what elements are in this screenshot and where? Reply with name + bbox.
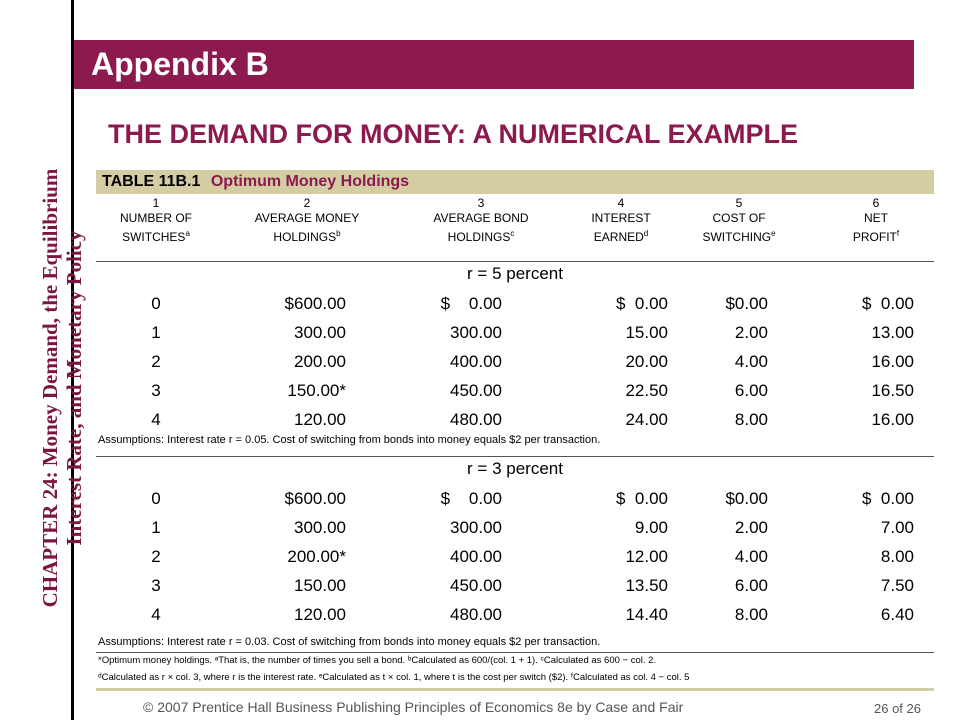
- table-cell: 300.00: [294, 323, 346, 342]
- table-cell: 2: [151, 547, 161, 566]
- table-cell: 200.00*: [287, 547, 346, 566]
- table-cell: 2.00: [734, 323, 768, 342]
- table-cell: $ 0.00: [616, 489, 668, 508]
- table-cell: 400.00: [450, 547, 502, 566]
- column-label-line-2: [237, 226, 377, 245]
- column-label-line-1: NET: [864, 211, 888, 225]
- table-footnote: ᵈCalculated as r × col. 3, where r is the interest rate. ᵉCalculated as t × col. 1, where t is the cost per switch ($2). ᶠCalculated as col. 4 − col. 5: [98, 672, 690, 683]
- slide-title: THE DEMAND FOR MONEY: A NUMERICAL EXAMPLE: [108, 119, 799, 149]
- appendix-banner: [74, 40, 914, 89]
- column-label-text: HOLDINGS: [273, 230, 337, 244]
- table-row: [96, 600, 934, 630]
- table-cell: 16.00: [871, 352, 914, 371]
- table-cell: 6.40: [880, 605, 914, 624]
- table-cell: 4: [151, 410, 161, 429]
- column-header-3: [411, 196, 551, 245]
- column-label-line-1: COST OF: [712, 211, 766, 225]
- page-number: 26 of 26: [874, 701, 921, 716]
- footer-divider: [96, 688, 934, 691]
- header-divider: [96, 261, 934, 262]
- column-header-6: [806, 196, 946, 245]
- copyright-notice: © 2007 Prentice Hall Business Publishing Principles of Economics 8e by Case and Fair: [143, 699, 684, 715]
- table-cell: 300.00: [450, 323, 502, 342]
- column-label-text: SWITCHES: [122, 230, 186, 244]
- column-number: 6: [872, 196, 880, 210]
- column-number: 2: [303, 196, 311, 210]
- footnote-marker: f: [896, 229, 900, 238]
- rate-section-label: r = 5 percent: [467, 264, 563, 283]
- table-cell: 1: [151, 323, 161, 342]
- column-label-line-1: AVERAGE MONEY: [254, 211, 360, 225]
- column-label-line-1: NUMBER OF: [120, 211, 192, 225]
- table-cell: 400.00: [450, 352, 502, 371]
- table-cell: $ 0.00: [440, 294, 502, 313]
- table-footnote: *Optimum money holdings. ᵃThat is, the number of times you sell a bond. ᵇCalculated as 600/(col. 1 + 1). ᶜCalculated as 600 − col. 2.: [98, 655, 657, 666]
- table-row: [96, 571, 934, 601]
- table-row: [96, 484, 934, 514]
- table-row: [96, 289, 934, 319]
- table-cell: 8.00: [880, 547, 914, 566]
- table-cell: 22.50: [625, 381, 668, 400]
- column-label-text: EARNED: [593, 230, 644, 244]
- table-cell: 200.00: [294, 352, 346, 371]
- column-label-line-1: AVERAGE BOND: [433, 211, 529, 225]
- table-cell: 13.00: [871, 323, 914, 342]
- table-cell: 150.00*: [287, 381, 346, 400]
- footnote-divider: [96, 652, 934, 653]
- table-cell: 3: [151, 576, 161, 595]
- column-number: 1: [152, 196, 160, 210]
- table-cell: 120.00: [294, 605, 346, 624]
- assumptions-note: Assumptions: Interest rate r = 0.05. Cost of switching from bonds into money equals $2 per transaction.: [98, 434, 601, 446]
- table-cell: 13.50: [625, 576, 668, 595]
- footnote-marker: e: [771, 229, 776, 238]
- chapter-title-line-2: Interest Rate, and Monetary Policy: [62, 230, 86, 546]
- table-cell: 16.00: [871, 410, 914, 429]
- column-label-text: SWITCHING: [702, 230, 772, 244]
- footnote-marker: a: [185, 229, 190, 238]
- table-cell: 300.00: [450, 518, 502, 537]
- footnote-marker: b: [336, 229, 341, 238]
- table-cell: 0: [151, 489, 161, 508]
- table-row: [96, 405, 934, 435]
- table-cell: 450.00: [450, 381, 502, 400]
- table-cell: 7.50: [880, 576, 914, 595]
- table-cell: 480.00: [450, 410, 502, 429]
- table-cell: 2: [151, 352, 161, 371]
- table-cell: $0.00: [725, 489, 768, 508]
- table-cell: 15.00: [625, 323, 668, 342]
- table-cell: 8.00: [734, 410, 768, 429]
- table-cell: 6.00: [734, 381, 768, 400]
- chapter-title-line-1: CHAPTER 24: Money Demand, the Equilibrium: [38, 168, 62, 608]
- column-header-2: [237, 196, 377, 245]
- table-row: [96, 376, 934, 406]
- table-row: [96, 513, 934, 543]
- table-cell: $ 0.00: [440, 489, 502, 508]
- table-cell: 300.00: [294, 518, 346, 537]
- footnote-marker: c: [510, 229, 515, 238]
- table-cell: 150.00: [294, 576, 346, 595]
- table-cell: 12.00: [625, 547, 668, 566]
- table-cell: $0.00: [725, 294, 768, 313]
- table-cell: 6.00: [734, 576, 768, 595]
- table-cell: $ 0.00: [862, 489, 914, 508]
- table-caption: [96, 170, 934, 194]
- table-cell: $600.00: [284, 294, 346, 313]
- table-cell: $ 0.00: [862, 294, 914, 313]
- column-label-line-1: INTEREST: [591, 211, 651, 225]
- column-label-text: PROFIT: [852, 230, 897, 244]
- table-cell: 480.00: [450, 605, 502, 624]
- banner-title: Appendix B: [91, 46, 269, 82]
- column-number: 4: [617, 196, 625, 210]
- table-cell: 4.00: [734, 352, 768, 371]
- column-number: 3: [477, 196, 485, 210]
- table-cell: 24.00: [625, 410, 668, 429]
- table-cell: 8.00: [734, 605, 768, 624]
- table-row: [96, 542, 934, 572]
- table-cell: 4: [151, 605, 161, 624]
- column-header-5: [669, 196, 809, 245]
- column-header-1: [86, 196, 226, 245]
- table-cell: $600.00: [284, 489, 346, 508]
- table-cell: 3: [151, 381, 161, 400]
- table-cell: 20.00: [625, 352, 668, 371]
- table-cell: 16.50: [871, 381, 914, 400]
- column-label-line-2: [411, 226, 551, 245]
- rate-section-label: r = 3 percent: [467, 459, 563, 478]
- table-cell: 450.00: [450, 576, 502, 595]
- column-label-line-2: [86, 226, 226, 245]
- table-cell: 14.40: [625, 605, 668, 624]
- column-label-line-2: [806, 226, 946, 245]
- section-divider: [96, 456, 934, 457]
- column-number: 5: [735, 196, 743, 210]
- table-cell: 120.00: [294, 410, 346, 429]
- assumptions-note: Assumptions: Interest rate r = 0.03. Cost of switching from bonds into money equals $2 per transaction.: [98, 636, 601, 648]
- column-label-line-2: [669, 226, 809, 245]
- table-cell: $ 0.00: [616, 294, 668, 313]
- table-cell: 1: [151, 518, 161, 537]
- table-cell: 2.00: [734, 518, 768, 537]
- column-label-text: HOLDINGS: [447, 230, 511, 244]
- table-cell: 9.00: [634, 518, 668, 537]
- table-cell: 7.00: [880, 518, 914, 537]
- table-title: Optimum Money Holdings: [210, 173, 410, 190]
- table-cell: 0: [151, 294, 161, 313]
- table-number: TABLE 11B.1: [102, 173, 201, 190]
- chapter-title: [38, 88, 98, 688]
- footnote-marker: d: [643, 229, 649, 238]
- table-row: [96, 318, 934, 348]
- table-cell: 4.00: [734, 547, 768, 566]
- table-row: [96, 347, 934, 377]
